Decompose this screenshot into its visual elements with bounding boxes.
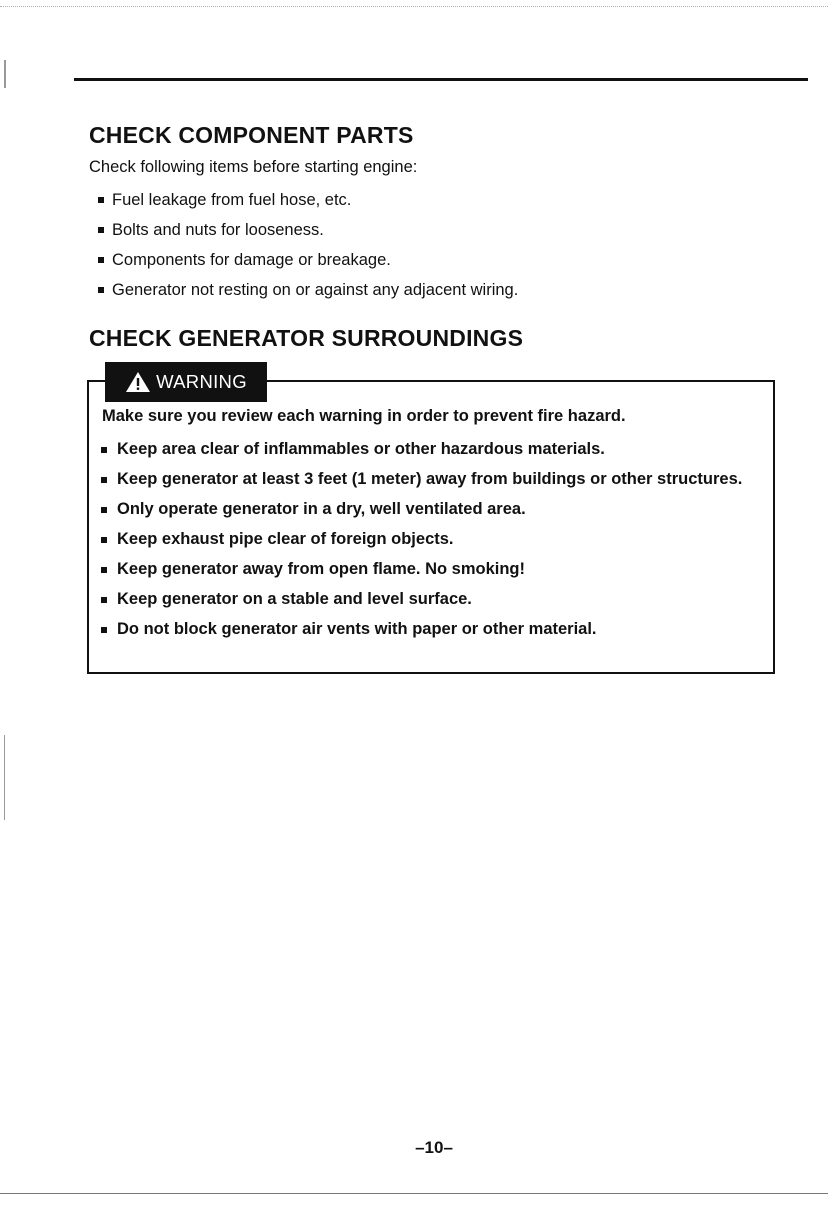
list-item xyxy=(98,278,518,308)
square-bullet-icon xyxy=(101,597,107,603)
list-item-text: Bolts and nuts for looseness. xyxy=(112,221,324,239)
list-item-text: Keep generator away from open flame. No smoking! xyxy=(117,560,526,578)
square-bullet-icon xyxy=(98,287,104,293)
square-bullet-icon xyxy=(98,197,104,203)
list-item-text: Fuel leakage from fuel hose, etc. xyxy=(112,191,352,209)
square-bullet-icon xyxy=(101,477,107,483)
section-intro: Check following items before starting engine: xyxy=(89,158,418,176)
warning-list xyxy=(101,438,761,648)
list-item-text: Keep area clear of inflammables or other hazardous materials. xyxy=(117,440,605,458)
list-item-text: Components for damage or breakage. xyxy=(112,251,391,269)
list-item xyxy=(101,528,761,551)
list-item xyxy=(98,188,518,218)
list-item xyxy=(98,248,518,278)
list-item xyxy=(101,558,761,581)
header-rule xyxy=(74,78,808,81)
list-item xyxy=(101,618,761,641)
list-item xyxy=(101,468,761,491)
list-item-text: Generator not resting on or against any adjacent wiring. xyxy=(112,281,519,299)
list-item-text: Only operate generator in a dry, well ventilated area. xyxy=(117,500,526,518)
scan-edge-mark xyxy=(4,60,6,88)
list-item xyxy=(98,218,518,248)
warning-triangle-icon xyxy=(125,371,151,393)
square-bullet-icon xyxy=(101,537,107,543)
square-bullet-icon xyxy=(101,627,107,633)
warning-label-tab xyxy=(105,362,267,402)
page-number: –10– xyxy=(415,1138,453,1157)
list-item xyxy=(101,438,761,461)
component-checklist xyxy=(98,188,518,308)
list-item-text: Keep exhaust pipe clear of foreign objects. xyxy=(117,530,454,548)
square-bullet-icon xyxy=(101,507,107,513)
list-item xyxy=(101,588,761,611)
scan-edge-mark xyxy=(4,735,5,820)
list-item-text: Do not block generator air vents with paper or other material. xyxy=(117,620,597,638)
warning-label: WARNING xyxy=(156,371,247,392)
warning-lead-text: Make sure you review each warning in order to prevent fire hazard. xyxy=(102,407,626,425)
scan-edge-bottom xyxy=(0,1193,828,1194)
list-item-text: Keep generator on a stable and level surface. xyxy=(117,590,472,608)
section-title-component-parts: CHECK COMPONENT PARTS xyxy=(89,122,414,148)
square-bullet-icon xyxy=(101,567,107,573)
square-bullet-icon xyxy=(101,447,107,453)
scan-edge-top xyxy=(0,6,828,7)
square-bullet-icon xyxy=(98,257,104,263)
square-bullet-icon xyxy=(98,227,104,233)
list-item-text: Keep generator at least 3 feet (1 meter) away from buildings or other structures. xyxy=(117,470,743,488)
section-title-generator-surroundings: CHECK GENERATOR SURROUNDINGS xyxy=(89,325,524,351)
list-item xyxy=(101,498,761,521)
